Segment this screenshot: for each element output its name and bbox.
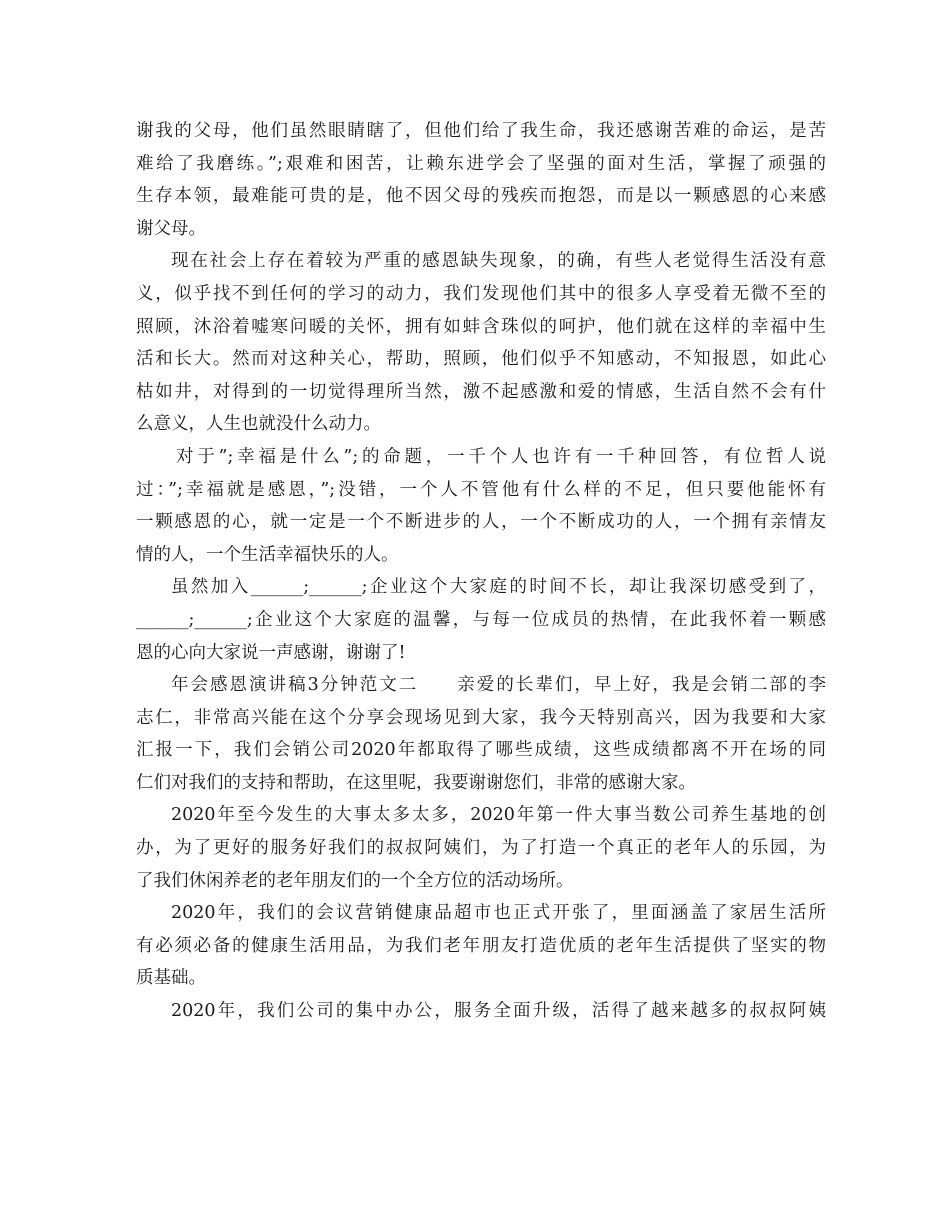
text-line: 有必须必备的健康生活用品，为我们老年朋友打造优质的老年生活提供了坚实的物 xyxy=(136,935,826,956)
text-line: 志仁，非常高兴能在这个分享会现场见到大家，我今天特别高兴，因为我要和大家 xyxy=(136,707,826,728)
text-line: 仁们对我们的支持和帮助，在这里呢，我要谢谢您们，非常的感谢大家。 xyxy=(136,772,696,793)
text-line: 年会感恩演讲稿3分钟范文二 亲爱的长辈们，早上好，我是会销二部的李 xyxy=(171,675,826,696)
text-line: 2020年，我们公司的集中办公，服务全面升级，活得了越来越多的叔叔阿姨 xyxy=(171,1001,826,1022)
text-line: 了我们休闲养老的老年朋友们的一个全方位的活动场所。 xyxy=(136,870,574,891)
document-body xyxy=(136,115,826,1028)
text-line: 难给了我磨练。”;艰难和困苦，让赖东进学会了坚强的面对生活，掌握了顽强的 xyxy=(136,153,826,174)
text-line: 对于”;幸福是什么”;的命题，一千个人也许有一千种回答，有位哲人说 xyxy=(176,446,826,467)
text-line: 活和长大。然而对这种关心，帮助，照顾，他们似乎不知感动，不知报恩，如此心 xyxy=(136,349,826,370)
text-line: 现在社会上存在着较为严重的感恩缺失现象，的确，有些人老觉得生活没有意 xyxy=(171,251,826,272)
text-line: 枯如井，对得到的一切觉得理所当然，激不起感激和爱的情感，生活自然不会有什 xyxy=(136,381,826,402)
text-line: 谢我的父母，他们虽然眼睛瞎了，但他们给了我生命，我还感谢苦难的命运，是苦 xyxy=(136,121,826,141)
text-line: 义，似乎找不到任何的学习的动力，我们发现他们其中的很多人享受着无微不至的 xyxy=(136,283,826,304)
text-line: 情的人，一个生活幸福快乐的人。 xyxy=(136,544,399,565)
text-line: 虽然加入______;______;企业这个大家庭的时间不长，却让我深切感受到了， xyxy=(171,577,826,598)
text-line: 生存本领，最难能可贵的是，他不因父母的残疾而抱怨，而是以一颗感恩的心来感 xyxy=(136,186,826,207)
text-line: 么意义，人生也就没什么动力。 xyxy=(136,414,381,435)
text-line: 照顾，沐浴着嘘寒问暖的关怀，拥有如蚌含珠似的呵护，他们就在这样的幸福中生 xyxy=(136,316,826,337)
text-line: 汇报一下，我们会销公司2020年都取得了哪些成绩，这些成绩都离不开在场的同 xyxy=(136,740,826,761)
text-line: ______;______;企业这个大家庭的温馨，与每一位成员的热情，在此我怀着一颗感 xyxy=(136,609,826,630)
text-line: 办，为了更好的服务好我们的叔叔阿姨们，为了打造一个真正的老年人的乐园，为 xyxy=(136,838,826,859)
text-line: 质基础。 xyxy=(136,968,206,989)
text-line: 2020年，我们的会议营销健康品超市也正式开张了，里面涵盖了家居生活所 xyxy=(171,903,826,924)
text-line: 2020年至今发生的大事太多太多，2020年第一件大事当数公司养生基地的创 xyxy=(171,805,826,826)
text-line: 恩的心向大家说一声感谢，谢谢了! xyxy=(136,642,406,663)
text-line: 谢父母。 xyxy=(136,218,206,239)
text-line: 过：”;幸福就是感恩，”;没错，一个人不管他有什么样的不足，但只要他能怀有 xyxy=(136,479,826,500)
text-line: 一颗感恩的心，就一定是一个不断进步的人，一个不断成功的人，一个拥有亲情友 xyxy=(136,512,826,533)
